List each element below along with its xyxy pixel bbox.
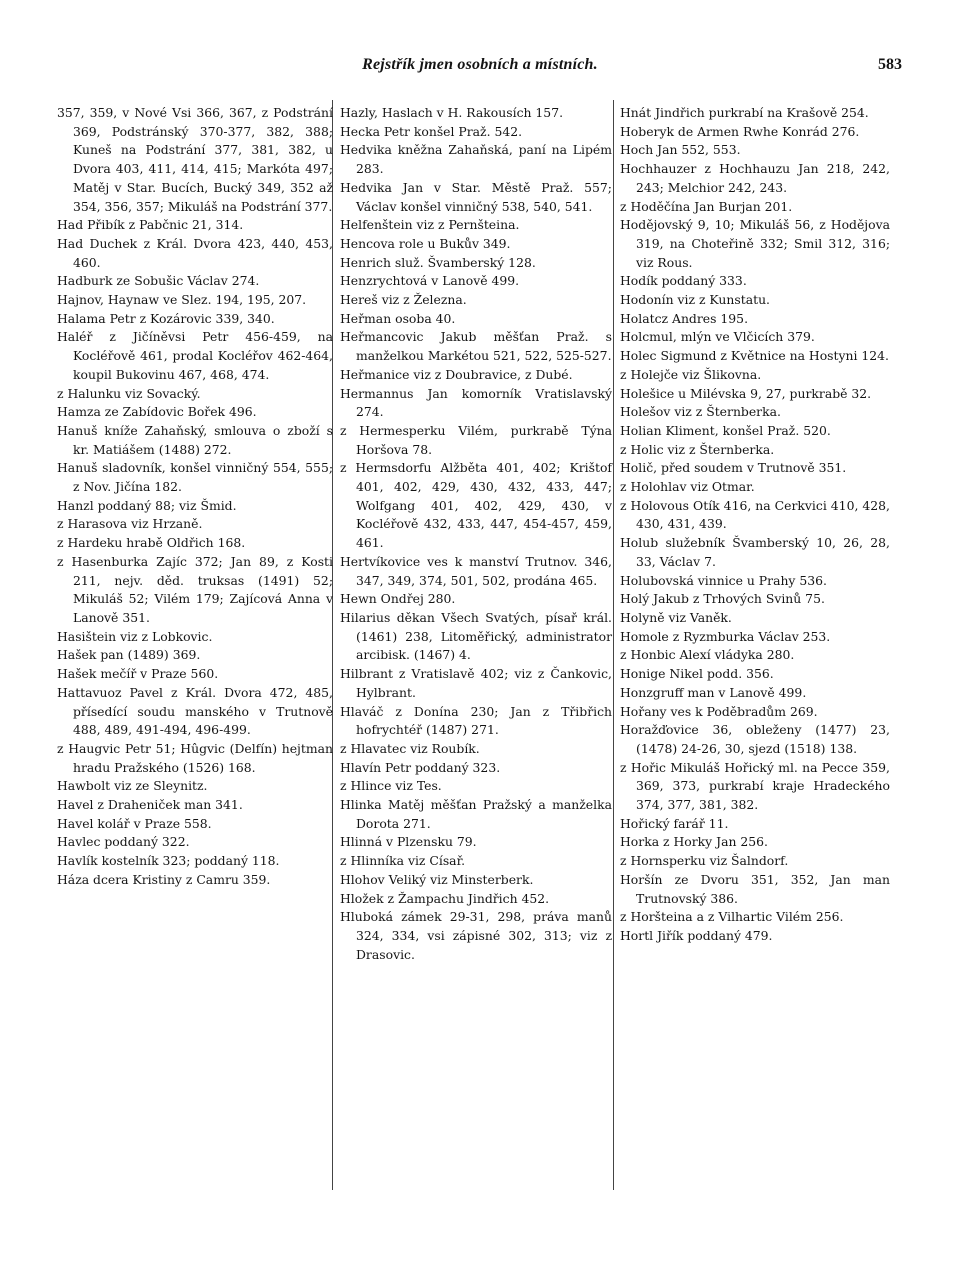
index-entry: Had Přibík z Pabčnic 21, 314. <box>57 217 244 233</box>
index-entry: Holec Sigmund z Květnice na Hostyni 124. <box>620 348 889 364</box>
index-entry: Hluboká zámek 29-31, 298, práva manů 324, 334, vsi zápisné 302, 313; viz z Drasovic. <box>340 909 612 962</box>
index-entry: z Hornsperku viz Šalndorf. <box>620 853 789 869</box>
index-entry: Hašek mečíř v Praze 560. <box>57 666 219 682</box>
index-entry: Hnát Jindřich purkrabí na Krašově 254. <box>620 105 869 120</box>
index-entry: Hewn Ondřej 280. <box>340 591 456 607</box>
index-entry: Havlík kostelník 323; poddaný 118. <box>57 853 280 869</box>
index-entry: Holyně viz Vaněk. <box>620 609 732 625</box>
index-entry: z Hermesperku Vilém, purkrabě Týna Horšova 78. <box>340 422 612 457</box>
index-entry: Hermannus Jan komorník Vratislavský 274. <box>340 385 612 420</box>
index-entry: Hlavín Petr poddaný 323. <box>340 759 501 775</box>
index-entry: Holič, před soudem v Trutnově 351. <box>620 460 847 476</box>
index-entry: z Holic viz z Šternberka. <box>620 441 775 457</box>
index-entry: Honige Nikel podd. 356. <box>620 666 774 682</box>
index-entry: Háza dcera Kristiny z Camru 359. <box>57 871 271 887</box>
index-entry: Horka z Horky Jan 256. <box>620 834 768 850</box>
index-entry: Holub služebník Švamberský 10, 26, 28, 33, Václav 7. <box>620 535 890 569</box>
index-entry: Hodějovský 9, 10; Mikuláš 56, z Hodějova 319, na Choteřině 332; Smil 312, 316; viz Rous. <box>620 217 890 270</box>
index-entry: Hodík poddaný 333. <box>620 273 747 289</box>
index-entry: z Honbic Alexí vládyka 280. <box>620 647 795 663</box>
index-entry: Hložek z Žampachu Jindřich 452. <box>340 890 550 906</box>
index-entry: Heřman osoba 40. <box>340 310 456 326</box>
index-entry: Hilarius děkan Všech Svatých, písař král. (1461) 238, Litoměřický, administrator arcibisk. (1467) 4. <box>340 609 612 663</box>
index-entry: z Hlavatec viz Roubík. <box>340 740 480 756</box>
index-column-1 <box>57 104 333 890</box>
index-entry: Heřmanice viz z Doubravice, z Dubé. <box>340 366 573 382</box>
index-entry: Hortl Jiřík poddaný 479. <box>620 927 773 943</box>
running-header-title: Rejstřík jmen osobních a místních. <box>362 56 598 73</box>
index-entry: Holubovská vinnice u Prahy 536. <box>620 572 827 588</box>
index-entry: Holatcz Andres 195. <box>620 310 749 326</box>
index-entry: Hattavuoz Pavel z Král. Dvora 472, 485, přísedící soudu manského v Trutnově 488, 489, 491-494, 496-499. <box>57 684 333 738</box>
index-entry: Holian Kliment, konšel Praž. 520. <box>620 422 831 438</box>
index-entry: Hedvika Jan v Star. Městě Praž. 557; Václav konšel vinničný 538, 540, 541. <box>340 179 612 214</box>
index-entry: Hereš viz z Železna. <box>340 292 467 308</box>
index-entry: Haléř z Jičíněvsi Petr 456-459, na Kocléřově 461, prodal Kocléřov 462-464, koupil Bukovinu 467, 468, 474. <box>57 329 333 382</box>
index-entry: Hořany ves k Poděbradům 269. <box>620 703 818 719</box>
index-entry: Havlec poddaný 322. <box>57 834 190 850</box>
column-divider <box>613 100 614 1190</box>
index-entry: Hlohov Veliký viz Minsterberk. <box>340 871 534 887</box>
index-entry: Hajnov, Haynaw ve Slez. 194, 195, 207. <box>57 292 307 308</box>
index-entry: Halama Petr z Kozárovic 339, 340. <box>57 310 275 326</box>
index-entry: z Hoděčína Jan Burjan 201. <box>620 198 793 214</box>
index-entry: Holešice u Milévska 9, 27, purkrabě 32. <box>620 385 872 401</box>
index-entry: Havel kolář v Praze 558. <box>57 815 212 831</box>
index-entry: Holešov viz z Šternberka. <box>620 404 781 420</box>
index-entry: Hecka Petr konšel Praž. 542. <box>340 123 523 139</box>
index-entry: Hašek pan (1489) 369. <box>57 647 201 663</box>
index-entry: Homole z Ryzmburka Václav 253. <box>620 628 831 644</box>
index-entry: Hertvíkovice ves k manství Trutnov. 346, 347, 349, 374, 501, 502, prodána 465. <box>340 553 612 588</box>
index-entry: Hlinná v Plzensku 79. <box>340 834 477 850</box>
index-entry: Hochhauzer z Hochhauzu Jan 218, 242, 243; Melchior 242, 243. <box>620 161 890 195</box>
index-entry: Hořický farář 11. <box>620 815 729 831</box>
index-entry: z Holejče viz Šlikovna. <box>620 366 762 382</box>
index-entry: Hencova role u Bukův 349. <box>340 235 511 251</box>
index-entry: z Harasova viz Hrzaně. <box>57 516 203 532</box>
index-column-3 <box>620 104 890 946</box>
index-entry: Havel z Draheniček man 341. <box>57 797 243 813</box>
index-entry: Horšín ze Dvoru 351, 352, Jan man Trutnovský 386. <box>620 871 890 906</box>
index-entry: Hoberyk de Armen Rwhe Konrád 276. <box>620 123 860 139</box>
index-entry: Henzrychtová v Lanově 499. <box>340 273 520 289</box>
index-entry: Heřmancovic Jakub měšťan Praž. s manželkou Markétou 521, 522, 525-527. <box>340 329 612 364</box>
index-entry: Honzgruff man v Lanově 499. <box>620 684 807 700</box>
index-entry: Hlinka Matěj měšťan Pražský a manželka Dorota 271. <box>340 797 612 831</box>
index-entry: 357, 359, v Nové Vsi 366, 367, z Podstrání 369, Podstránský 370-377, 382, 388; Kuneš na Podstrání 377, 381, 382, u Dvora 403, 411, 414, 415; Markóta 497; Matěj v Star. Bucích, Bucký 349, 352 až 354, 356, 357; Mikuláš na Podstrání 377. <box>57 105 333 214</box>
index-entry: Hamza ze Zabídovic Bořek 496. <box>57 404 257 420</box>
index-entry: z Haugvic Petr 51; Hûgvic (Delfín) hejtman hradu Pražského (1526) 168. <box>57 740 333 775</box>
index-entry: Hadburk ze Sobušic Václav 274. <box>57 273 260 289</box>
index-entry: Hanuš sladovník, konšel vinničný 554, 555; z Nov. Jičína 182. <box>57 460 333 495</box>
index-entry: Hlaváč z Donína 230; Jan z Třibřich hofrychtéř (1487) 271. <box>340 703 612 738</box>
index-entry: Horažďovice 36, obleženy (1477) 23, (1478) 24-26, 30, sjezd (1518) 138. <box>620 722 890 756</box>
index-entry: Henrich služ. Švamberský 128. <box>340 254 536 270</box>
index-entry: Hoch Jan 552, 553. <box>620 142 741 158</box>
page-number: 583 <box>878 56 902 73</box>
index-entry: Holcmul, mlýn ve Vlčicích 379. <box>620 329 815 345</box>
index-entry: Hawbolt viz ze Sleynitz. <box>57 778 208 794</box>
index-entry: z Horšteina a z Vilhartic Vilém 256. <box>620 909 844 925</box>
index-entry: z Hermsdorfu Alžběta 401, 402; Krištof 401, 402, 429, 430, 432, 433, 447; Wolfgang 401, 402, 429, 430, v Kocléřově 432, 433, 447, 454-457, 459, 461. <box>340 460 612 551</box>
index-entry: Hanuš kníže Zahaňský, smlouva o zboží s kr. Matiášem (1488) 272. <box>57 422 333 457</box>
index-entry: Hilbrant z Vratislavě 402; viz z Čankovic, Hylbrant. <box>340 666 612 700</box>
index-entry: Hasištein viz z Lobkovic. <box>57 628 213 644</box>
index-entry: Hodonín viz z Kunstatu. <box>620 292 770 308</box>
index-entry: z Hlinníka viz Císař. <box>340 853 466 869</box>
index-entry: z Holovous Otík 416, na Cerkvici 410, 428, 430, 431, 439. <box>620 497 890 532</box>
index-entry: z Holohlav viz Otmar. <box>620 479 755 495</box>
index-entry: Hazly, Haslach v H. Rakousích 157. <box>340 105 564 120</box>
index-entry: Holý Jakub z Trhových Svinů 75. <box>620 591 825 607</box>
index-column-2 <box>340 104 612 964</box>
index-entry: z Hardeku hrabě Oldřich 168. <box>57 535 246 551</box>
index-entry: z Hasenburka Zajíc 372; Jan 89, z Kosti 211, nejv. děd. truksas (1491) 52; Mikuláš 52; Vilém 179; Zajícová Anna v Lanově 351. <box>57 553 333 625</box>
index-entry: z Halunku viz Sovacký. <box>57 385 201 401</box>
index-entry: Hanzl poddaný 88; viz Šmid. <box>57 497 237 513</box>
index-entry: Hedvika kněžna Zahaňská, paní na Lipém 283. <box>340 142 612 177</box>
index-entry: Had Duchek z Král. Dvora 423, 440, 453, 460. <box>57 235 333 270</box>
index-entry: z Hořic Mikuláš Hořický ml. na Pecce 359, 369, 373, purkrabí kraje Hradeckého 374, 377, 381, 382. <box>620 759 890 813</box>
index-entry: z Hlince viz Tes. <box>340 778 442 794</box>
index-entry: Helfenštein viz z Pernšteina. <box>340 217 520 233</box>
